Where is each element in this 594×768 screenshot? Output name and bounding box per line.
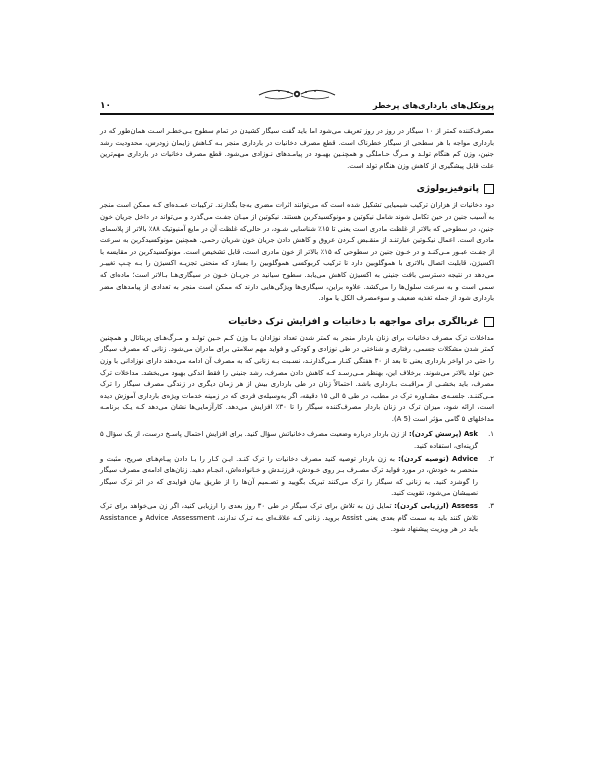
section-heading-text: غربالگری برای مواجهه با دخانیات و افزایش ترک دخانیات [228, 316, 479, 327]
list-item-term: Assess (ارزیابی کردن): [394, 502, 478, 511]
list-item-term: Advice (توصیه کردن): [398, 454, 478, 463]
list-item-term: Ask (پرسش کردن): [408, 430, 478, 439]
list-item [100, 501, 494, 536]
list-item-text: از زن باردار درباره وضعیت مصرف دخانیاتش سؤال کنید. برای افزایش احتمال پاسـخ درست، از یک سؤال ۵ گزینه‌ای، استفاده کنید. [100, 430, 478, 451]
steps-list [100, 429, 494, 535]
section-heading-screening [100, 315, 494, 329]
heading-box-icon [484, 317, 494, 327]
list-item-number: ۱. [488, 430, 494, 439]
list-item [100, 429, 494, 452]
header-title: پروتکل‌های بارداری‌های پرخطر [373, 101, 494, 110]
list-item-text: به زن باردار توصیه کنید مصرف دخانیات را ترک کنـد. ایـن کـار را بـا دادن پیـام‌هـای صریح، مثبت و منحصر به خودش، در مورد فواید ترک مصـرف بـر روی خـودش، فرزنـدش و خـانواده‌اش، انجـام دهید. زنان‌های ادامه‌ی مصرف سیگار را گوشزد کنید. به زنانی که سیگار را ترک می‌کنند تبریک بگویید و تصـمیم آن‌ها را از طریق بیان فوایدی که در اثر ترک سیگار نصیبشان می‌شود، تقویت کنید. [100, 454, 478, 498]
list-item-text: تمایل زن به تلاش برای ترک سیگار در طی ۳۰ روز بعدی را ارزیابی کنید، اگر زن می‌خواهد برای ترک تلاش کنند باید به سمت گام بعدی یعنی Assist بروید. زنانی کـه علاقـه‌ای بـه تـرک ندارند، Advice ،Assessment و Assistance باید در هر ویزیت پیشنهاد شود. [100, 502, 478, 534]
intro-paragraph: مصرف‌کننده کمتر از ۱۰ سیگار در روز در روز تعریف می‌شود اما باید گفت سیگار کشیدن در تمام سطوح بـی‌خطـر اسـت همان‌طور که در بارداری مواجه با هر سطحی از سیگار خطرناک است. قطع مصرف دخانیات در بارداری منجر بـه کـاهش زایمان زودرس، محدودیت رشد جنین، وزن کم هنگام تولـد و مـرگ حـاملگی و همچنـین بهبـود در پیامـدهای نـوزادی می‌شود. قطع مصرف دخانیات در بارداری مهم‌ترین علت قابل پیشگیری از کاهش وزن هنگام تولد است. [100, 127, 494, 170]
list-item-number: ۳. [488, 502, 494, 511]
section-heading-text: پاتوفیزیولوژی [416, 184, 479, 195]
pathophysiology-paragraph: دود دخانیات از هزاران ترکیب شیمیایی تشکیل شده است که می‌توانند اثرات مضری به‌جا بگذارند. ترکیبات عمـده‌ای کـه ممکن است منجر به آسیب جنین در حین تکامل شوند شامل نیکوتین و مونوکسیدکربن هستند. نیکوتین از میـان جفـت می‌گذرد و می‌تواند در داخل جریان خون جنین، در سطوحی که بالاتر از غلظت مادری است یعنی تا ۱۵٪ شناسایی شـود، در حالی‌که غلظت آن در مایع آمنیوتیک ۸۸٪ بالاتر از پلاسمای مادری است. اعمال نیکـوتین عبارتنـد از منقـبض کـردن عروق و کاهش دادن جریان خون شریان رحمی. همچنین مونوکسیدکربن به سرعت از جفـت عبـور مـی‌کنـد و در خـون جنین در سطوحی که ۱۵٪ بالاتر از خون مادری است، قابل تشخیص است. مونوکسیدکربن در مقایسه با اکسیژن، قابلیت اتصال بالاتری با هموگلوبین دارد تا ترکیب کربوکسی هموگلوبین را بسازد که منحنی تجزیـه اکسیژن را بـه چـپ تغییـر می‌دهد در نتیجه دسترسی بافت جنینی به اکسیژن کاهش می‌یابد. سطوح سیانید در جریـان خـون در سیگاری‌هـا بـالاتر است؛ ماده‌ای که سمی است و به سرعت سلول‌ها را می‌کشد. علاوه براین، سیگاری‌ها ویژگی‌هایی دارند که ممکن است منجر به تعدادی از پیامدهای مضر بارداری شود از جمله تغذیه ضعیف و سوءمصرف الکل یا مواد. [100, 201, 494, 303]
running-header [100, 99, 494, 115]
page-number: ۱۰ [100, 101, 111, 111]
heading-box-icon [484, 184, 494, 194]
list-item [100, 454, 494, 500]
section-heading-pathophysiology [100, 182, 494, 196]
list-item-number: ۲. [488, 454, 494, 463]
page-content [100, 126, 494, 537]
header-rule [100, 113, 494, 115]
screening-paragraph: مداخلات ترک مصرف دخانیات برای زنان باردار منجر به کمتر شدن تعداد نوزادان بـا وزن کـم حـین تولـد و مـرگ‌هـای پریناتال و همچنین کمتر شدن مشکلات جسمی، رفتاری و شناختی در طی نوزادی و کودکی و فواید مهم سلامتی برای مادران می‌شود. زنانی که مصرف سیگار را حتی در اواخر بارداری یعنی تا بعد از ۳۰ هفتگی کنـار مـی‌گذارنـد، نسـبت بـه زنانی که به مصرف آن ادامه می‌دهند دارای نوزادانی با وزن حین تولد بالاتر می‌شوند. برخلاف این، بهنظر مـی‌رسـد کـه کاهش دادن مصرف، رشد جنینی را فقط اندکی بهبود می‌بخشد. مداخلات ترک مصرف، باید بخشـی از مراقبـت بـارداری باشد. احتمالاً زنان در طی بارداری بیش از هر زمان دیگری در زندگی مصرف سیگار را ترک مـی‌کننـد. جلسـه‌ی مشـاوره ترک در مطب، در طی ۵ الی ۱۵ دقیقه، اگر به‌وسیله‌ی فردی که در زمینه خدمات ویژه‌ی بارداری آموزش دیده است، ارائه شود، میزان ترک در زنان باردار مصرف‌کننده سیگار را تا ۳۰٪ افزایش می‌دهد. کارآزمایی‌ها نشان می‌دهد کـه یـک برنامـه مداخلهای ۵ گامی مؤثر است (A 5). [100, 333, 495, 423]
